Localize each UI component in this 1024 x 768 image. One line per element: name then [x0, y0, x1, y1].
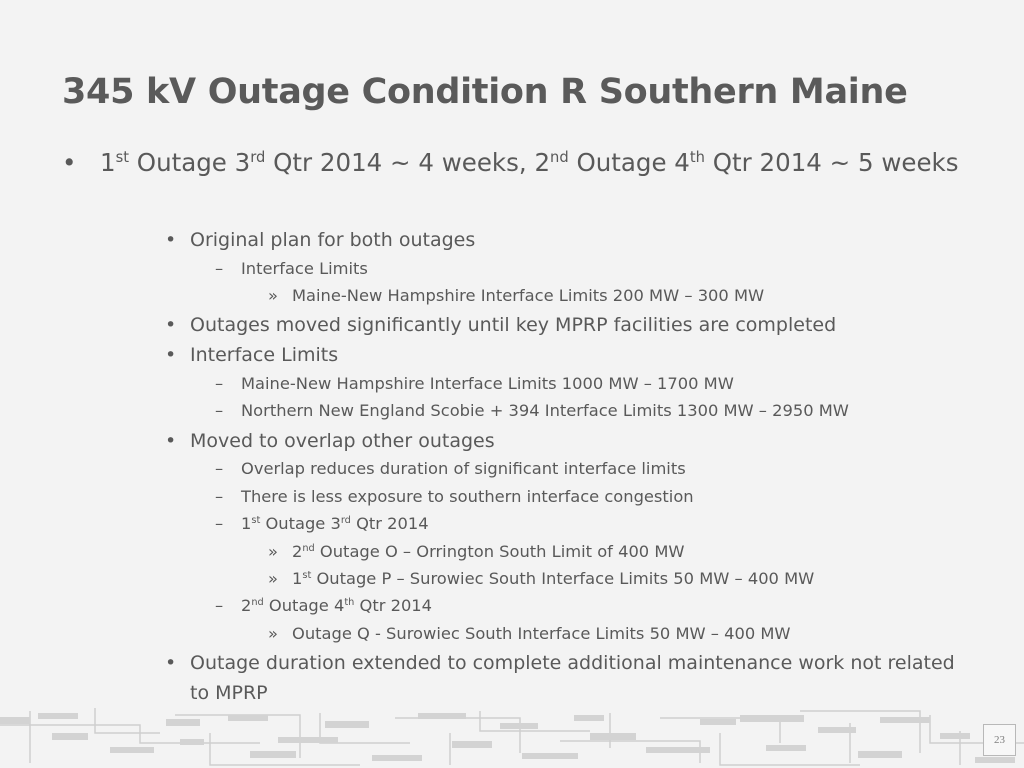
- bullet-marker: •: [62, 148, 77, 177]
- bullet-outage-p: » 1st Outage P – Surowiec South Interface Limits 50 MW – 400 MW: [268, 569, 815, 588]
- bullet-duration-extended: • Outage duration extended to complete additional maintenance work not related to MPRP: [165, 652, 955, 704]
- bullet-outage-q: » Outage Q - Surowiec South Interface Limits 50 MW – 400 MW: [268, 624, 791, 643]
- bullet-mnh-limits-b: – Maine-New Hampshire Interface Limits 1000 MW – 1700 MW: [215, 374, 734, 393]
- slide-title: 345 kV Outage Condition R Southern Maine: [62, 72, 908, 112]
- bullet-outages-moved: • Outages moved significantly until key MPRP facilities are completed: [165, 314, 837, 336]
- bullet-main: 1st Outage 3rd Qtr 2014 ~ 4 weeks, 2nd Outage 4th Qtr 2014 ~ 5 weeks: [100, 148, 959, 177]
- bullet-first-outage: – 1st Outage 3rd Qtr 2014: [215, 514, 429, 533]
- bullet-less-exposure: – There is less exposure to southern interface congestion: [215, 487, 694, 506]
- bullet-second-outage: – 2nd Outage 4th Qtr 2014: [215, 596, 433, 615]
- footer-circuit-pattern: [0, 703, 1024, 768]
- bullet-overlap: • Moved to overlap other outages: [165, 430, 495, 452]
- page-number: 23: [983, 724, 1016, 756]
- bullet-interface-limits-a: – Interface Limits: [215, 259, 368, 278]
- bullet-outage-o: » 2nd Outage O – Orrington South Limit of 400 MW: [268, 542, 685, 561]
- bullet-interface-limits-b: • Interface Limits: [165, 344, 339, 366]
- bullet-overlap-reduces: – Overlap reduces duration of significant interface limits: [215, 459, 686, 478]
- bullet-mnh-limits-a: » Maine-New Hampshire Interface Limits 200 MW – 300 MW: [268, 286, 765, 305]
- bullet-original-plan: • Original plan for both outages: [165, 229, 476, 251]
- bullet-nne-limits: – Northern New England Scobie + 394 Interface Limits 1300 MW – 2950 MW: [215, 401, 849, 420]
